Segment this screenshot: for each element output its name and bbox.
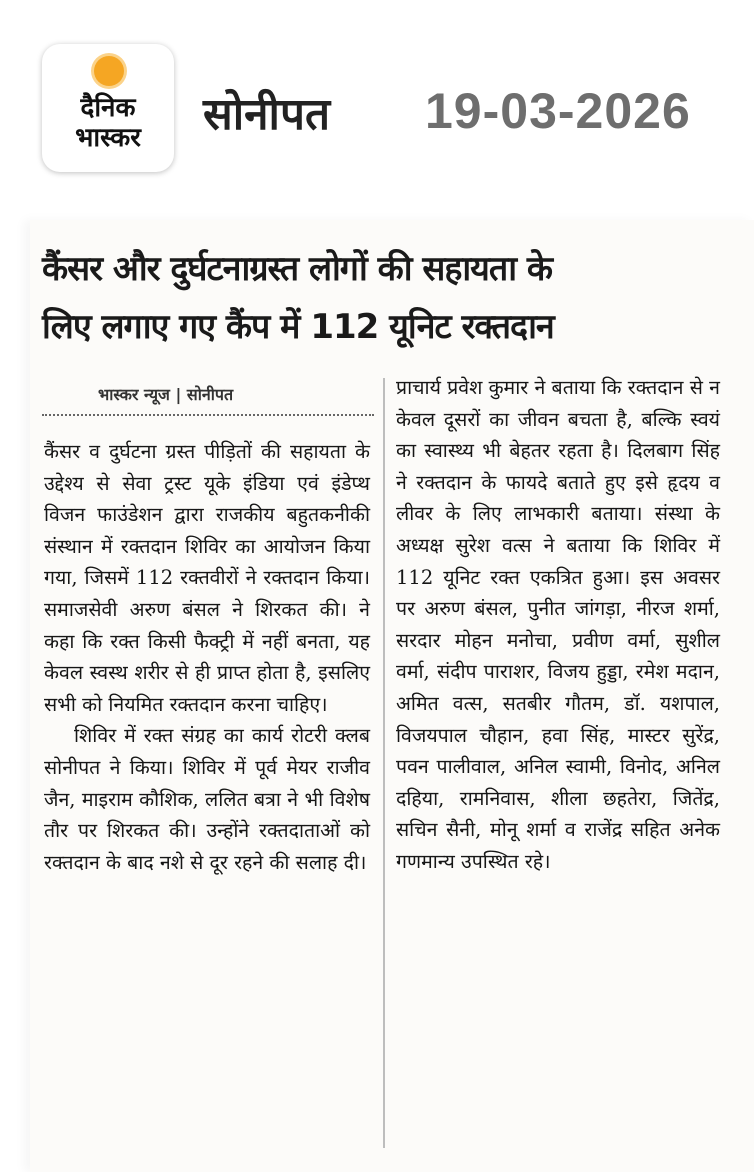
edition-date: 19-03-2026 <box>425 83 691 139</box>
article-headline <box>42 240 722 356</box>
logo-text-line1: दैनिक <box>80 93 136 123</box>
article-column-left <box>44 436 370 878</box>
article-paragraph-3: प्राचार्य प्रवेश कुमार ने बताया कि रक्तदान से न केवल दूसरों का जीवन बचता है, बल्कि स्वयं का स्वास्थ्य भी बेहतर रहता है। दिलबाग सिंह ने रक्तदान के फायदे बताते हुए इसे हृदय व लीवर के लिए लाभकारी बताया। संस्था के अध्यक्ष सुरेश वत्स ने बताया कि शिविर में 112 यूनिट रक्त एकत्रित हुआ। इस अवसर पर अरुण बंसल, पुनीत जांगड़ा, नीरज शर्मा, सरदार मोहन मनोचा, प्रवीण वर्मा, सुशील वर्मा, संदीप पाराशर, विजय हुड्डा, रमेश मदान, अमित वत्स, सतबीर गौतम, डॉ. यशपाल, विजयपाल चौहान, हवा सिंह, मास्टर सुरेंद्र, पवन पालीवाल, अनिल स्वामी, विनोद, अनिल दहिया, रामनिवास, शीला छहतेरा, जितेंद्र, सचिन सैनी, मोनू शर्मा व राजेंद्र सहित अनेक गणमान्य उपस्थित रहे। <box>396 376 720 873</box>
edition-city: सोनीपत <box>203 89 331 140</box>
article-paragraph-1: कैंसर व दुर्घटना ग्रस्त पीड़ितों की सहायता के उद्देश्य से सेवा ट्रस्ट यूके इंडिया एवं इंडेप्थ विजन फाउंडेशन द्वारा राजकीय बहुतकनीकी संस्थान में रक्तदान शिविर का आयोजन किया गया, जिसमें 112 रक्तवीरों ने रक्तदान किया। समाजसेवी अरुण बंसल ने शिरकत की। ने कहा कि रक्त किसी फैक्ट्री में नहीं बनता, यह केवल स्वस्थ शरीर से ही प्राप्त होता है, इसलिए सभी को नियमित रक्तदान करना चाहिए। <box>44 440 370 716</box>
headline-line-1: कैंसर और दुर्घटनाग्रस्त लोगों की सहायता के <box>42 249 553 289</box>
dainik-bhaskar-logo <box>42 44 174 172</box>
column-divider <box>383 378 385 1148</box>
byline-divider <box>42 414 374 416</box>
page-header <box>0 0 754 200</box>
headline-line-2: लिए लगाए गए कैंप में 112 यूनिट रक्तदान <box>42 307 554 347</box>
article-paragraph-2: शिविर में रक्त संग्रह का कार्य रोटरी क्लब सोनीपत ने किया। शिविर में पूर्व मेयर राजीव जैन, माइराम कौशिक, ललित बत्रा ने भी विशेष तौर पर शिरकत की। उन्होंने रक्तदाताओं को रक्तदान के बाद नशे से दूर रहने की सलाह दी। <box>44 724 370 874</box>
article-column-right <box>396 372 720 878</box>
sun-icon <box>94 56 124 86</box>
logo-text-line2: भास्कर <box>75 123 141 153</box>
article-byline: भास्कर न्यूज | सोनीपत <box>98 385 234 404</box>
